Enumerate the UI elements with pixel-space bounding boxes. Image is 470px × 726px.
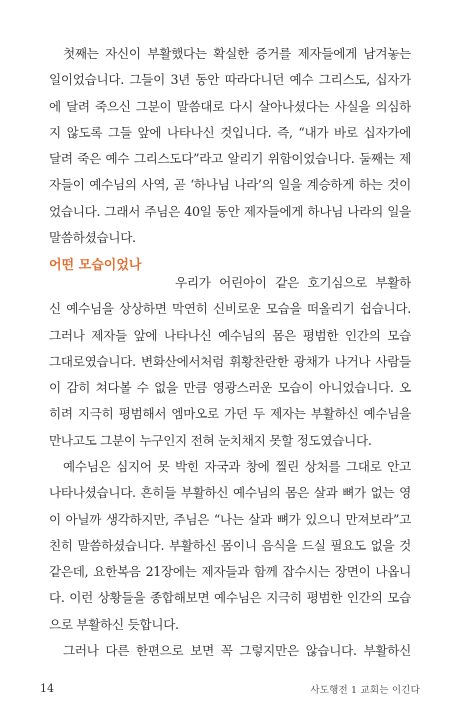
text-line: 신 예수님을 상상하면 막연히 신비로운 모습을 떠올리기 쉽습니다. <box>49 301 411 317</box>
paragraph-2 <box>49 270 411 454</box>
paragraph-1 <box>49 41 411 251</box>
text-line: 우리가 어린아이 같은 호기심으로 부활하 <box>175 275 411 290</box>
text-line: 이 아닐까 생각하지만, 주님은 “나는 살과 뼈가 있으니 만져보라”고 <box>49 511 411 527</box>
page-number: 14 <box>40 682 54 695</box>
text-line: 에 달려 죽으신 그분이 말씀대로 다시 살아나셨다는 사실을 의심하 <box>49 98 411 114</box>
text-line: 첫째는 자신이 부활했다는 확실한 증거를 제자들에게 남겨놓는 <box>63 46 411 61</box>
text-line: 다. 이런 상황들을 종합해보면 예수님은 지극히 평범한 인간의 모습 <box>49 590 411 606</box>
text-line: 으로 부활하신 듯합니다. <box>49 616 179 632</box>
text-line: 같은데, 요한복음 21장에는 제자들과 함께 잡수시는 장면이 나옵니 <box>49 564 411 580</box>
section-heading: 어떤 모습이었나 <box>49 258 142 273</box>
text-line: 그러나 다른 한편으로 보면 꼭 그렇지만은 않습니다. 부활하신 <box>63 643 411 658</box>
text-line: 달려 죽은 예수 그리스도다”라고 알리기 위함이었습니다. 둘째는 제 <box>49 151 411 167</box>
text-line: 말씀하셨습니다. <box>49 230 136 246</box>
text-line: 그대로였습니다. 변화산에서처럼 휘황찬란한 광채가 나거나 사람들 <box>49 353 411 369</box>
text-line: 지 않도록 그들 앞에 나타나신 것입니다. 즉, “내가 바로 십자가에 <box>49 124 411 140</box>
running-title: 사도행전 1 교회는 이긴다 <box>310 685 420 696</box>
text-line: 었습니다. 그래서 주님은 40일 동안 제자들에게 하나님 나라의 일을 <box>49 203 411 219</box>
text-line: 친히 말씀하셨습니다. 부활하신 몸이니 음식을 드실 필요도 없을 것 <box>49 537 411 553</box>
paragraph-4 <box>49 638 411 664</box>
text-line: 자들이 예수님의 사역, 곧 ‘하나님 나라’의 일을 계승하게 하는 것이 <box>49 177 411 193</box>
text-line: 나타나셨습니다. 흔히들 부활하신 예수님의 몸은 살과 뼈가 없는 영 <box>49 485 411 501</box>
text-line: 이 감히 쳐다볼 수 없을 만큼 영광스러운 모습이 아니었습니다. 오 <box>49 380 411 396</box>
text-line: 예수님은 심지어 못 박힌 자국과 창에 찔린 상처를 그대로 안고 <box>63 459 411 474</box>
text-line: 일이었습니다. 그들이 3년 동안 따라다니던 예수 그리스도, 십자가 <box>49 72 411 88</box>
paragraph-3 <box>49 454 411 638</box>
text-line: 히려 지극히 평범해서 엠마오로 가던 두 제자는 부활하신 예수님을 <box>49 406 411 422</box>
text-line: 그러나 제자들 앞에 나타나신 예수님의 몸은 평범한 인간의 모습 <box>49 327 411 343</box>
text-line: 만나고도 그분이 누구인지 전혀 눈치채지 못할 정도였습니다. <box>49 432 372 448</box>
